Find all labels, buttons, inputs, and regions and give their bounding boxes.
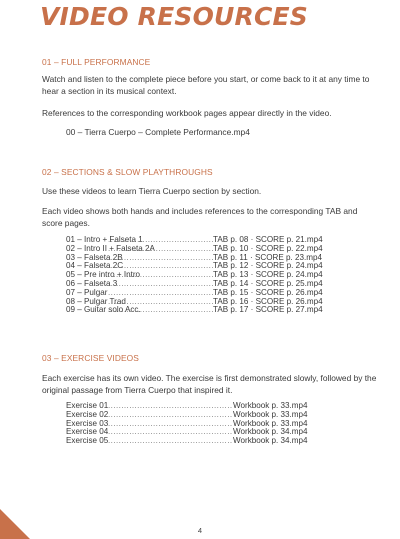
video-title: Exercise 04	[66, 427, 109, 437]
video-title: 09 – Guitar solo Acc.	[66, 305, 141, 315]
video-reference: Workbook p. 34.mp4	[233, 436, 308, 446]
section-paragraph: References to the corresponding workbook pages appear directly in the video.	[42, 108, 332, 118]
dot-leader	[106, 411, 233, 420]
video-title: 02 – Intro II + Falseta 2A	[66, 243, 155, 253]
video-reference: Workbook p. 33.mp4	[233, 418, 308, 428]
section-paragraph: Each exercise has its own video. The exercise is first demonstrated slowly, followed by the original passage from Tierra Cuerpo that inspired it.	[42, 373, 377, 395]
video-reference: TAB p. 10 · SCORE p. 22.mp4	[213, 243, 323, 253]
video-reference: Workbook p. 33.mp4	[233, 409, 308, 419]
video-reference: TAB p. 08 · SCORE p. 21.mp4	[213, 235, 323, 244]
page-title: VIDEO RESOURCES	[40, 2, 309, 31]
video-title: 08 – Pulgar Trad	[66, 296, 126, 306]
dot-leader	[106, 402, 233, 411]
video-title: Exercise 03	[66, 418, 109, 428]
dot-leader	[106, 437, 233, 446]
section-video-list	[66, 235, 323, 315]
video-title: 05 – Pre intro + Intro	[66, 270, 141, 280]
section-paragraph: Watch and listen to the complete piece before you start, or come back to it at any time to hear a section in its musical context.	[42, 74, 370, 96]
video-list-item[interactable]	[66, 437, 317, 446]
section-heading-sections: 02 – SECTIONS & SLOW PLAYTHROUGHS	[42, 167, 213, 177]
video-reference: TAB p. 17 · SCORE p. 27.mp4	[213, 305, 323, 315]
dot-leader	[106, 271, 213, 280]
dot-leader	[106, 306, 213, 315]
video-list-item[interactable]	[66, 305, 323, 315]
video-title: Exercise 02	[66, 409, 109, 419]
section-heading-exercises: 03 – EXERCISE VIDEOS	[42, 353, 139, 363]
exercise-video-list	[66, 402, 317, 446]
video-title: 01 – Intro + Falseta 1	[66, 235, 143, 244]
section-paragraph: Use these videos to learn Tierra Cuerpo section by section.	[42, 186, 262, 196]
section-paragraph: Each video shows both hands and includes references to the corresponding TAB and score pages.	[42, 206, 358, 228]
video-reference: Workbook p. 33.mp4	[233, 401, 308, 410]
video-title: 03 – Falseta 2B	[66, 252, 123, 262]
page-number: 4	[197, 526, 203, 535]
video-reference: TAB p. 14 · SCORE p. 25.mp4	[213, 278, 323, 288]
video-reference: TAB p. 13 · SCORE p. 24.mp4	[213, 270, 323, 280]
video-title: 04 – Falseta 2C	[66, 261, 124, 271]
video-title: Exercise 05	[66, 436, 109, 446]
video-reference: TAB p. 16 · SCORE p. 26.mp4	[213, 296, 323, 306]
video-reference: Workbook p. 34.mp4	[233, 427, 308, 437]
video-reference: TAB p. 15 · SCORE p. 26.mp4	[213, 287, 323, 297]
video-title: Exercise 01	[66, 401, 109, 410]
dot-leader	[106, 280, 213, 289]
video-title: 06 – Falseta 3	[66, 278, 118, 288]
corner-decoration	[0, 509, 30, 539]
video-reference: TAB p. 12 · SCORE p. 24.mp4	[213, 261, 323, 271]
video-reference: TAB p. 11 · SCORE p. 23.mp4	[213, 252, 323, 262]
section-heading-full-performance: 01 – FULL PERFORMANCE	[42, 57, 151, 67]
dot-leader	[106, 420, 233, 429]
video-title: 07 – Pulgar	[66, 287, 108, 297]
video-file-link[interactable]: 00 – Tierra Cuerpo – Complete Performance.mp4	[66, 127, 250, 137]
dot-leader	[106, 428, 233, 437]
